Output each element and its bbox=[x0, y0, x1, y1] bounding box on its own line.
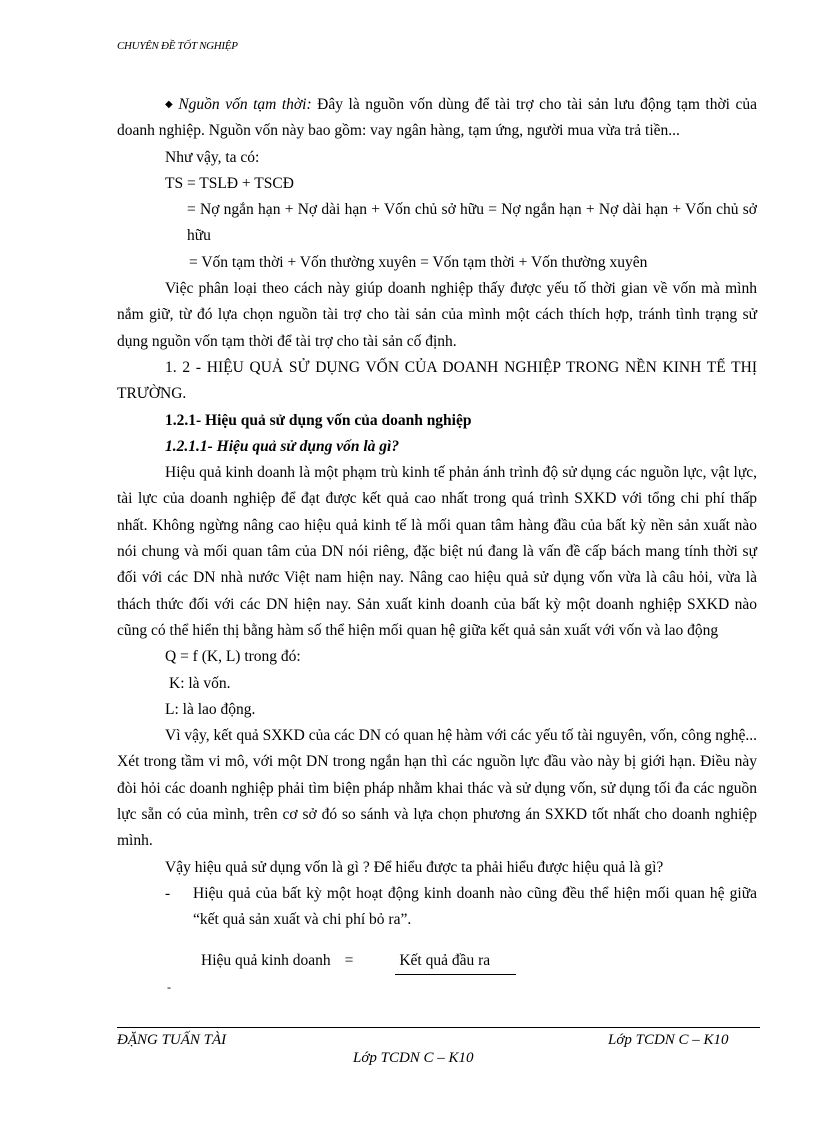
footer-class-right: Lớp TCDN C – K10 bbox=[608, 1032, 729, 1048]
diamond-bullet-icon: ◆ bbox=[165, 99, 175, 110]
definition-l: L: là lao động. bbox=[165, 700, 256, 718]
equation-debt: = Nợ ngắn hạn + Nợ dài hạn + Vốn chủ sở hữu = Nợ ngắn hạn + Nợ dài hạn + Vốn chủ sở hữu bbox=[187, 201, 757, 245]
formula-q: Q = f (K, L) trong đó: bbox=[165, 648, 301, 666]
efficiency-formula bbox=[117, 948, 757, 975]
equation-capital: = Vốn tạm thời + Vốn thường xuyên = Vốn tạm thời + Vốn thường xuyên bbox=[189, 253, 648, 271]
bullet-item bbox=[117, 881, 757, 934]
footer-class-center: Lớp TCDN C – K10 bbox=[353, 1050, 474, 1066]
paragraph-result: Vì vậy, kết quả SXKD của các DN có quan hệ hàm với các yếu tố tài nguyên, vốn, công nghệ... Xét trong tầm vi mô, với một DN trong ngắn hạn thì các nguồn lực đầu vào này bị giới hạn. Điều này đòi hỏi các doanh nghiệp phải tìm biện pháp nhằm khai thác và sử dụng vốn, sử dụng tối đa các nguồn lực sẵn có của mình, trên cơ sở đó so sánh và lựa chọn phương án SXKD tốt nhất cho doanh nghiệp mình. bbox=[117, 727, 757, 850]
definition-k: K: là vốn. bbox=[169, 674, 231, 692]
document-body bbox=[117, 92, 757, 975]
equation-ts: TS = TSLĐ + TSCĐ bbox=[165, 174, 294, 192]
bullet-text: Hiệu quả của bất kỳ một hoạt động kinh doanh nào cũng đều thể hiện mối quan hệ giữa “kết quả sản xuất và chi phí bỏ ra”. bbox=[193, 884, 757, 929]
section-heading: 1. 2 - HIỆU QUẢ SỬ DỤNG VỐN CỦA DOANH NGHIỆP TRONG NỀN KINH TẾ THỊ TRƯỜNG. bbox=[117, 358, 757, 403]
subheading-1-2-1: 1.2.1- Hiệu quả sử dụng vốn của doanh nghiệp bbox=[165, 411, 472, 429]
term-text: Đây là nguồn vốn dùng để tài trợ cho tài sản lưu động tạm thời của doanh nghiệp. Nguồn vốn này bao gồm: vay ngân hàng, tạm ứng, người mua vừa trả tiền... bbox=[117, 96, 757, 140]
footer-author: ĐẶNG TUẤN TÀI bbox=[117, 1032, 227, 1048]
paragraph-question: Vậy hiệu quả sử dụng vốn là gì ? Để hiểu được ta phải hiểu được hiệu quả là gì? bbox=[165, 858, 664, 876]
running-header: CHUYÊN ĐỀ TỐT NGHIỆP bbox=[117, 40, 238, 52]
formula-equals: = bbox=[344, 951, 354, 969]
formula-label: Hiệu quả kinh doanh bbox=[201, 951, 331, 969]
paragraph-classification: Việc phân loại theo cách này giúp doanh nghiệp thấy được yếu tố thời gian về vốn mà mình nắm giữ, từ đó lựa chọn nguồn tài trợ cho tài sản của mình một cách thích hợp, tránh tình trạng sử dụng nguồn vốn tạm thời để tài trợ cho tài sản cố định. bbox=[117, 280, 757, 350]
bullet-dash: - bbox=[165, 884, 171, 902]
paragraph-temporary-capital bbox=[117, 92, 757, 145]
paragraph-efficiency: Hiệu quả kinh doanh là một phạm trù kinh tế phản ánh trình độ sử dụng các nguồn lực, vật lực, tài lực của doanh nghiệp để đạt được kết quả cao nhất trong quá trình SXKD với tổng chi phí thấp nhất. Không ngừng nâng cao hiệu quả kinh tế là mối quan tâm hàng đầu của bất kỳ nền sản xuất nào nói chung và mối quan tâm của DN nói riêng, đặc biệt nú đang là vấn đề cấp bách mang tính thời sự đối với các DN nhà nước Việt nam hiện nay. Nâng cao hiệu quả sử dụng vốn vừa là câu hỏi, vừa là thách thức đối với các DN hiện nay. Sản xuất kinh doanh của bất kỳ một doanh nghiệp SXKD nào cũng có thể hiển thị bằng hàm số thể hiện mối quan hệ giữa kết quả sản xuất với vốn và lao động bbox=[117, 464, 757, 639]
term-label: Nguồn vốn tạm thời: bbox=[178, 96, 312, 113]
formula-numerator: Kết quả đầu ra bbox=[395, 948, 516, 975]
paragraph-therefore: Như vậy, ta có: bbox=[165, 148, 260, 166]
footer-rule bbox=[117, 1027, 760, 1028]
subheading-1-2-1-1: 1.2.1.1- Hiệu quả sử dụng vốn là gì? bbox=[165, 437, 400, 455]
stray-dash: - bbox=[167, 980, 171, 994]
